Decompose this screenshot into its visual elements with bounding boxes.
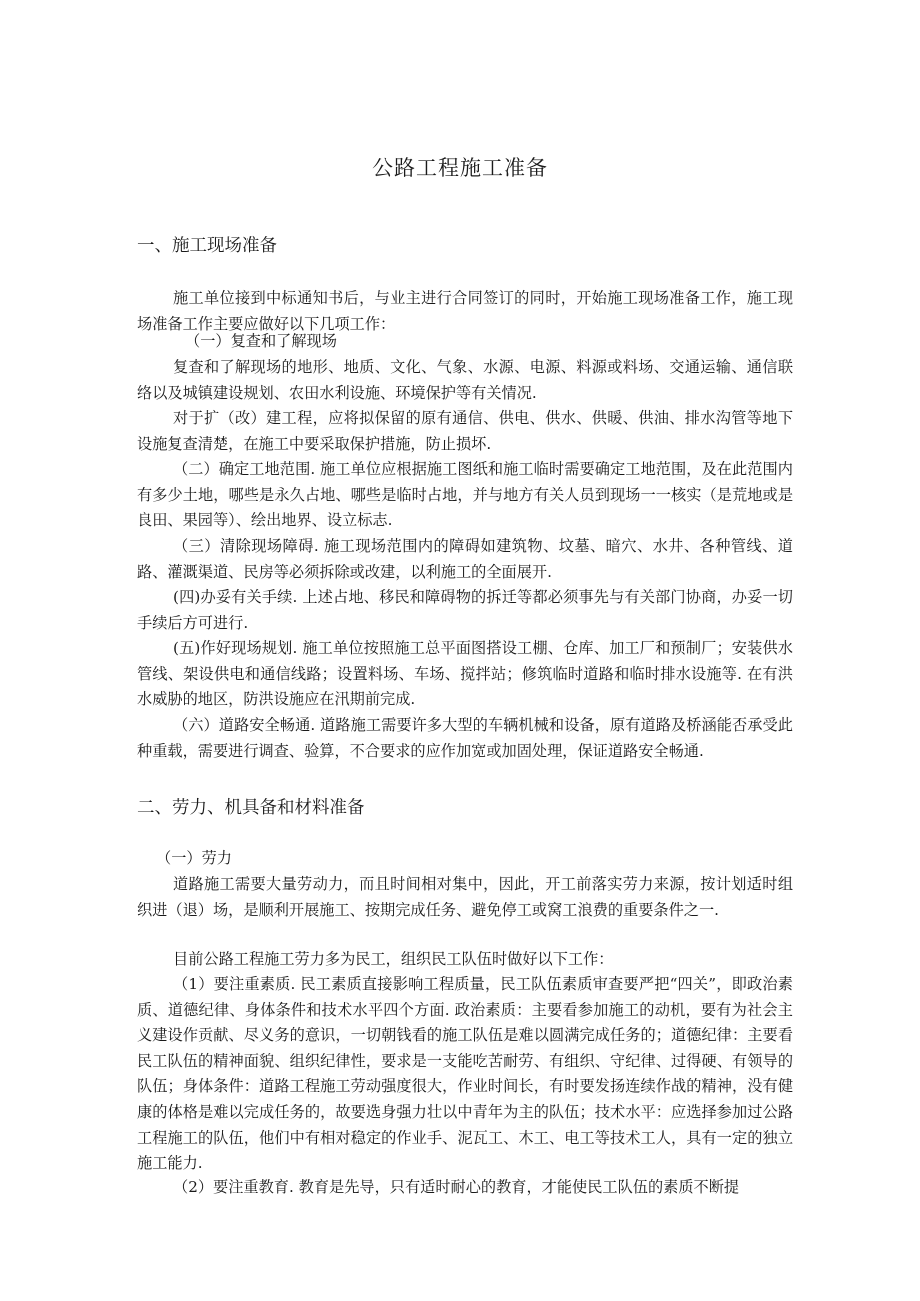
section1-para-3: （二）确定工地范围. 施工单位应根据施工图纸和施工临时需要确定工地范围，及在此范围内有多少土地，哪些是永久占地、哪些是临时占地，并与地方有关人员到现场一一核实（是荒地或是良田、果园等）、绘出地界、设立标志.	[137, 460, 793, 530]
section1-heading: 一、施工现场准备	[137, 236, 277, 256]
section2-heading: 二、劳力、机具备和材料准备	[137, 798, 365, 818]
section1-para-1: 复查和了解现场的地形、地质、文化、气象、水源、电源、料源或料场、交通运输、通信联络以及城镇建设规划、农田水利设施、环境保护等有关情况.	[137, 358, 793, 402]
page-title: 公路工程施工准备	[372, 156, 548, 180]
section2-para-1: 道路施工需要大量劳动力，而且时间相对集中，因此，开工前落实劳力来源，按计划适时组织进（退）场，是顺利开展施工、按期完成任务、避免停工或窝工浪费的重要条件之一.	[137, 875, 793, 919]
section2-para-2: 目前公路工程施工劳力多为民工，组织民工队伍时做好以下工作：	[173, 950, 614, 968]
section1-sub1: （一）复查和了解现场	[185, 332, 337, 350]
section1-intro: 施工单位接到中标通知书后，与业主进行合同签订的同时，开始施工现场准备工作，施工现场准备工作主要应做好以下几项工作：	[137, 289, 793, 333]
section1-para-7: （六）道路安全畅通. 道路施工需要许多大型的车辆机械和设备，原有道路及桥涵能否承受此种重载，需要进行调查、验算，不合要求的应作加宽或加固处理，保证道路安全畅通.	[137, 716, 793, 760]
section2-para-4: （2）要注重教育. 教育是先导，只有适时耐心的教育，才能使民工队伍的素质不断提	[173, 1178, 740, 1196]
section1-para-2: 对于扩（改）建工程，应将拟保留的原有通信、供电、供水、供暖、供油、排水沟管等地下设施复查清楚，在施工中要采取保护措施，防止损坏.	[137, 409, 793, 453]
section1-para-5: (四)办妥有关手续. 上述占地、移民和障碍物的拆迁等都必须事先与有关部门协商，办妥一切手续后方可进行.	[137, 588, 793, 632]
section2-para-3: （1）要注重素质. 民工素质直接影响工程质量，民工队伍素质审查要严把“四关”，即政治素质、道德纪律、身体条件和技术水平四个方面. 政治素质：主要看参加施工的动机，要有为社会主义建设作贡献、尽义务的意识，一切朝钱看的施工队伍是难以圆满完成任务的；道德纪律：主要看民工队伍的精神面貌、组织纪律性，要求是一支能吃苦耐劳、有组织、守纪律、过得硬、有领导的队伍；身体条件：道路工程施工劳动强度很大，作业时间长，有时要发扬连续作战的精神，没有健康的体格是难以完成任务的，故要选身强力壮以中青年为主的队伍；技术水平：应选择参加过公路工程施工的队伍，他们中有相对稳定的作业手、泥瓦工、木工、电工等技术工人，具有一定的独立施工能力.	[137, 975, 793, 1173]
section1-para-4: （三）清除现场障碍. 施工现场范围内的障碍如建筑物、坟墓、暗穴、水井、各种管线、道路、灌溉渠道、民房等必须拆除或改建，以利施工的全面展开.	[137, 537, 793, 581]
section1-para-6: (五)作好现场规划. 施工单位按照施工总平面图搭设工棚、仓库、加工厂和预制厂；安装供水管线、架设供电和通信线路；设置料场、车场、搅拌站；修筑临时道路和临时排水设施等. 在有洪水威胁的地区，防洪设施应在汛期前完成.	[137, 639, 793, 709]
section2-sub1: （一）劳力	[156, 849, 232, 867]
